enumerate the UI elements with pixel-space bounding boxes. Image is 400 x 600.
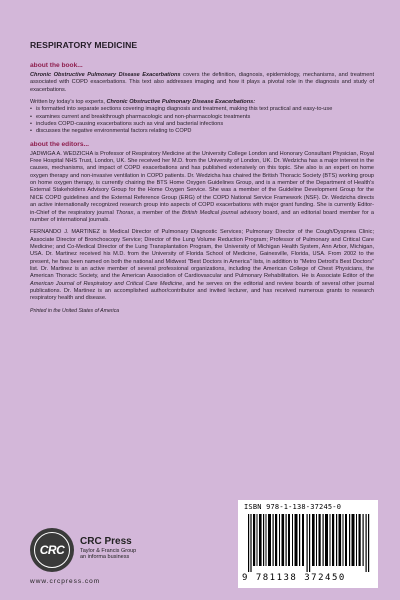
crc-logo-icon bbox=[30, 528, 74, 572]
feature-item: • is formatted into separate sections covering imaging diagnosis and treatment, making this text practical and easy-to-use bbox=[30, 106, 333, 113]
about-book-heading: about the book... bbox=[30, 62, 83, 69]
feature-list bbox=[30, 106, 374, 135]
publisher-group: Taylor & Francis Group bbox=[80, 548, 137, 554]
written-title: Chronic Obstructive Pulmonary Disease Exacerbations: bbox=[106, 99, 256, 106]
about-editors-heading: about the editors... bbox=[30, 140, 89, 148]
cover-text bbox=[30, 40, 374, 314]
barcode bbox=[238, 500, 378, 588]
isbn-label: ISBN 978-1-138-37245-0 bbox=[244, 503, 342, 511]
feature-item: • examines current and breakthrough pharmacologic and non-pharmacologic treatments bbox=[30, 113, 251, 120]
book-title-inline: Chronic Obstructive Pulmonary Disease Exacerbations bbox=[30, 72, 181, 78]
publisher-name: CRC Press bbox=[80, 536, 132, 547]
wedzicha-bio: JADWIGA A. WEDZICHA is Professor of Respiratory Medicine at the University College London and Honorary Consultant Physician, Royal Free Hospital NHS Trust, London, UK. She received her M.D. from the University of London, UK. Dr. Wedzicha has a major interest in the causes, mechanisms, and impact of COPD exacerbations and has published extensively on this topic. She also is an expert on home oxygen therapy and non-invasive ventilation in COPD patients. Dr. Wedzicha has chaired the British Thoracic Society (BTS) working group on home oxygen therapy, is currently chairing the BTS Home Oxygen Guidelines Group, and is a member of the Department of Health's External Stakeholders Advisory Group for the Home Oxygen Service. She was a member of the Guideline Development Group for the NICE COPD guidelines and the External Reference Group (ERG) of the COPD National Service Framework (NSF). Dr. Wedzicha directs an active internationally recognized research group into aspects of COPD exacerbations with major grant funding. She is currently Editor-in-Chief of the respiratory journal Thorax, a member of the British Medical journal advisory board, and an editorial board member for a number of international journals. bbox=[30, 150, 374, 223]
crc-badge-text: CRC bbox=[39, 543, 65, 557]
martinez-bio: FERNANDO J. MARTINEZ is Medical Director of Pulmonary Diagnostic Services; Pulmonary Director of the Cough/Dyspnea Clinic; Associate Director of Bronchoscopy Service; Director of the Lung Volume Reduction Program; Professor of Pulmonary and Critical Care Medicine; and Co-Medical Director of the Lung Transplantation Program, the University of Michigan Health System, Ann Arbor, Michigan, USA. Dr. Martinez received his M.D. from the University of Florida School of Medicine, Gainesville, Florida, USA. From 2002 to the present, he has been named on both the national and Midwest "Best Doctors in America" lists, in addition to "Metro Detroit's Best Doctors" list. Dr. Martinez is an active member of several professional organizations, including the American College of Chest Physicians, the American Thoracic Society, and the American Association of Cardiovascular and Pulmonary Rehabilitation. He is Associate Editor of the American Journal of Respiratory and Critical Care Medicine, and he serves on the editorial and review boards of several other journal publications. Dr. Martinez is an accomplished author/contributor and invited lecturer, and has received numerous grants to research respiratory health and disease. bbox=[30, 229, 375, 302]
publisher-url[interactable]: www.crcpress.com bbox=[30, 578, 101, 585]
printed-in-note: Printed in the United States of America bbox=[30, 307, 120, 314]
written-prefix: Written by today's top experts, bbox=[30, 99, 107, 106]
book-intro-paragraph bbox=[30, 72, 374, 94]
publisher-logo bbox=[30, 528, 190, 584]
feature-item: • discusses the negative environmental factors relating to COPD bbox=[30, 128, 192, 135]
category-label: RESPIRATORY MEDICINE bbox=[30, 40, 138, 50]
publisher-text bbox=[80, 536, 136, 560]
barcode-digits: 9 781138 372450 bbox=[242, 573, 346, 583]
written-by-paragraph bbox=[30, 99, 374, 106]
feature-item: • includes COPD-causing exacerbations such as viral and bacterial infections bbox=[30, 121, 224, 128]
publisher-tagline: an informa business bbox=[80, 554, 130, 560]
book-intro-text: covers the definition, diagnosis, epidemiology, mechanisms, and treatment associated with COPD exacerbations. This text also addresses imaging and how it plays a pivotal role in the diagnosis and study of exacerbations. bbox=[30, 72, 374, 93]
barcode-bars-icon bbox=[248, 514, 370, 572]
